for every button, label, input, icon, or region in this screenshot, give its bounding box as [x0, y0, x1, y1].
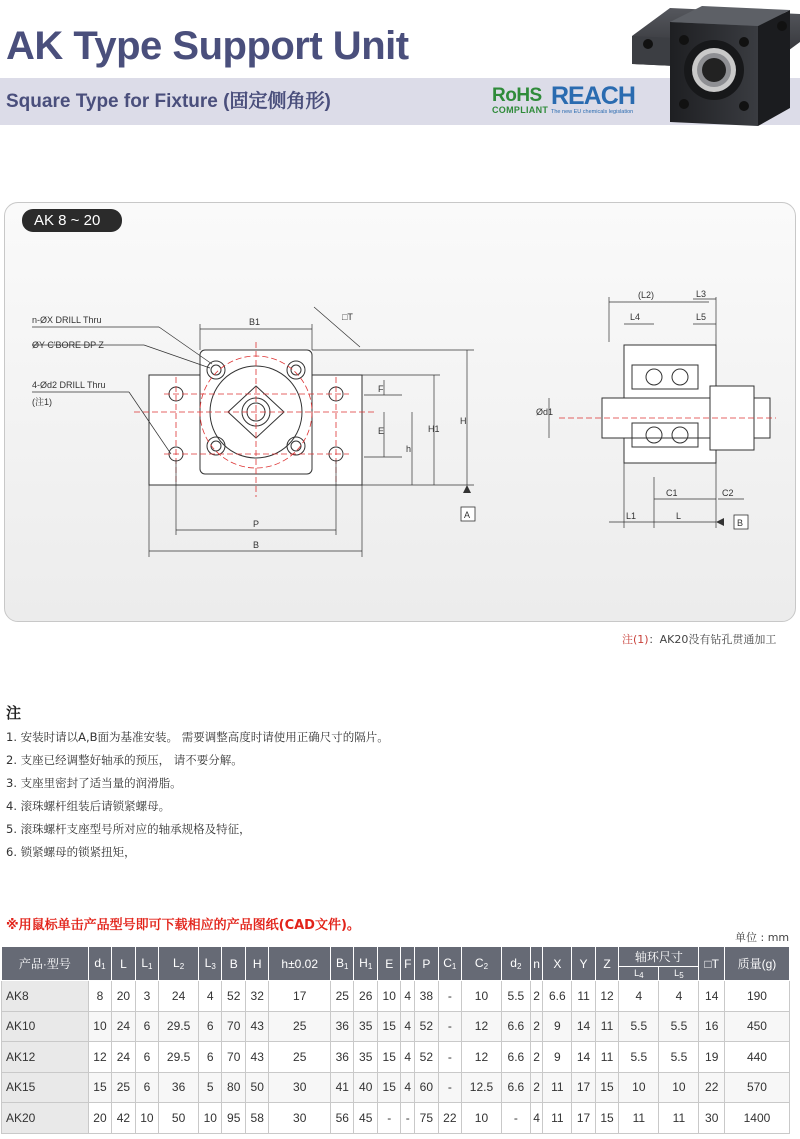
col-header: H1 [354, 947, 377, 981]
table-cell: 50 [159, 1103, 199, 1134]
note-item: 6. 锁紧螺母的锁紧扭矩， [6, 845, 136, 859]
table-cell: 440 [724, 1042, 789, 1073]
col-header: Z [595, 947, 618, 981]
col-header: n [530, 947, 543, 981]
table-cell: 30 [269, 1103, 331, 1134]
reach-logo-top: REACH [551, 82, 635, 110]
note-item: 1. 安装时请以A,B面为基准安装。 需要调整高度时请使用正确尺寸的隔片。 [6, 730, 389, 744]
col-header-model: 产品·型号 [2, 947, 89, 981]
table-cell: 15 [595, 1072, 618, 1103]
label-c2: C2 [722, 488, 734, 498]
table-cell: 25 [269, 1011, 331, 1042]
table-cell: 70 [222, 1011, 245, 1042]
col-header-collar-sub: L5 [659, 967, 699, 981]
table-row [2, 1042, 790, 1073]
model-link[interactable]: AK8 [2, 981, 89, 1012]
table-cell: 24 [112, 1042, 135, 1073]
table-cell: 6.6 [501, 1042, 530, 1073]
table-cell: 40 [354, 1072, 377, 1103]
table-cell: - [377, 1103, 400, 1134]
table-cell: 5 [199, 1072, 222, 1103]
table-cell: - [438, 981, 461, 1012]
label-a: A [464, 510, 471, 520]
table-cell: 4 [199, 981, 222, 1012]
label-cbore: ØY C'BORE DP Z [32, 340, 104, 350]
col-header: h±0.02 [269, 947, 331, 981]
table-cell: 2 [530, 1042, 543, 1073]
table-cell: 6.6 [543, 981, 572, 1012]
label-l3: L3 [696, 289, 707, 299]
label-t: □T [342, 312, 353, 322]
table-cell: 6.6 [501, 1072, 530, 1103]
table-cell: 11 [572, 981, 595, 1012]
col-header: E [377, 947, 400, 981]
table-cell: 17 [269, 981, 331, 1012]
table-cell: 6 [199, 1011, 222, 1042]
table-cell: 36 [159, 1072, 199, 1103]
table-cell: 30 [269, 1072, 331, 1103]
table-cell: 2 [530, 1072, 543, 1103]
label-l5: L5 [696, 312, 707, 322]
label-b1: B1 [249, 317, 261, 327]
table-cell: 45 [354, 1103, 377, 1134]
table-cell: 15 [595, 1103, 618, 1134]
table-cell: 12 [595, 981, 618, 1012]
table-body [2, 981, 790, 1134]
table-cell: 80 [222, 1072, 245, 1103]
table-cell: 11 [595, 1011, 618, 1042]
table-cell: 24 [159, 981, 199, 1012]
col-header: B [222, 947, 245, 981]
page-subtitle: Square Type for Fixture (固定侧角形) [6, 91, 331, 112]
table-cell: 30 [699, 1103, 724, 1134]
table-cell: 10 [377, 981, 400, 1012]
footnote-text: ：AK20没有钻孔贯通加工 [648, 633, 777, 646]
col-header: d2 [501, 947, 530, 981]
col-header: C2 [462, 947, 502, 981]
col-header-t: □T [699, 947, 724, 981]
table-cell: 52 [415, 1011, 438, 1042]
table-cell: 12.5 [462, 1072, 502, 1103]
reach-logo-bottom: The new EU chemicals legislation [551, 109, 634, 115]
cad-download-note: ※用鼠标单击产品型号即可下载相应的产品图纸(CAD文件)。 [6, 918, 360, 933]
label-f: F [378, 384, 384, 394]
table-cell: 4 [401, 1042, 415, 1073]
table-header-row [2, 947, 790, 967]
rohs-logo [492, 86, 548, 115]
table-cell: 11 [543, 1072, 572, 1103]
table-cell: 25 [331, 981, 354, 1012]
label-l2: (L2) [638, 290, 655, 300]
table-cell: 36 [331, 1042, 354, 1073]
table-cell: 95 [222, 1103, 245, 1134]
table-cell: - [401, 1103, 415, 1134]
table-cell: 10 [135, 1103, 158, 1134]
label-h1: H1 [428, 424, 440, 434]
label-c1: C1 [666, 488, 678, 498]
table-cell: 4 [401, 981, 415, 1012]
label-l4: L4 [630, 312, 641, 322]
table-cell: 12 [462, 1011, 502, 1042]
table-cell: 29.5 [159, 1011, 199, 1042]
table-cell: 11 [659, 1103, 699, 1134]
table-cell: 16 [699, 1011, 724, 1042]
table-cell: 190 [724, 981, 789, 1012]
spec-table [1, 946, 790, 1134]
table-cell: 4 [401, 1072, 415, 1103]
table-cell: 38 [415, 981, 438, 1012]
col-header: X [543, 947, 572, 981]
col-header: B1 [331, 947, 354, 981]
table-cell: 43 [245, 1011, 268, 1042]
table-cell: 570 [724, 1072, 789, 1103]
table-cell: 6 [135, 1072, 158, 1103]
table-cell: - [438, 1072, 461, 1103]
table-cell: 2 [530, 1011, 543, 1042]
col-header-collar: 轴环尺寸 [619, 947, 699, 967]
table-cell: 70 [222, 1042, 245, 1073]
table-cell: 6 [135, 1011, 158, 1042]
table-cell: 60 [415, 1072, 438, 1103]
drawing-footnote [622, 631, 776, 647]
series-label: AK 8 ~ 20 [22, 209, 122, 232]
table-cell: 4 [659, 981, 699, 1012]
table-cell: 1400 [724, 1103, 789, 1134]
table-cell: 24 [112, 1011, 135, 1042]
label-b: B [253, 540, 260, 550]
col-header: F [401, 947, 415, 981]
label-note1: (注1) [32, 397, 52, 407]
table-cell: 56 [331, 1103, 354, 1134]
table-cell: 15 [377, 1072, 400, 1103]
model-link[interactable]: AK20 [2, 1103, 89, 1134]
table-cell: 10 [88, 1011, 111, 1042]
table-cell: 11 [619, 1103, 659, 1134]
table-cell: - [438, 1042, 461, 1073]
table-cell: 10 [619, 1072, 659, 1103]
table-cell: 2 [530, 981, 543, 1012]
table-cell: 5.5 [501, 981, 530, 1012]
rohs-logo-top: RoHS [492, 85, 542, 106]
table-cell: 6 [135, 1042, 158, 1073]
col-header: L1 [135, 947, 158, 981]
technical-drawing [4, 202, 796, 622]
label-l1: L1 [626, 511, 637, 521]
table-cell: 6.6 [501, 1011, 530, 1042]
rohs-logo-bottom: COMPLIANT [492, 105, 549, 115]
table-cell: 19 [699, 1042, 724, 1073]
table-cell: 15 [377, 1011, 400, 1042]
table-cell: 22 [438, 1103, 461, 1134]
note-item: 2. 支座已经调整好轴承的预压， 请不要分解。 [6, 753, 243, 767]
table-cell: 5.5 [619, 1042, 659, 1073]
col-header: P [415, 947, 438, 981]
table-cell: 11 [543, 1103, 572, 1134]
table-cell: 12 [462, 1042, 502, 1073]
unit-label: 单位 : mm [735, 931, 790, 944]
table-cell: 42 [112, 1103, 135, 1134]
note-item: 3. 支座里密封了适当量的润滑脂。 [6, 776, 182, 790]
table-cell: 35 [354, 1011, 377, 1042]
label-l: L [676, 511, 682, 521]
col-header: C1 [438, 947, 461, 981]
note-item: 4. 滚珠螺杆组装后请锁紧螺母。 [6, 799, 171, 813]
table-cell: 17 [572, 1072, 595, 1103]
table-cell: 17 [572, 1103, 595, 1134]
label-hh: H [460, 416, 467, 426]
table-cell: 15 [377, 1042, 400, 1073]
table-cell: 9 [543, 1011, 572, 1042]
table-cell: 4 [401, 1011, 415, 1042]
reach-logo [551, 84, 635, 115]
table-cell: 8 [88, 981, 111, 1012]
col-header-mass: 质量(g) [724, 947, 789, 981]
table-cell: 5.5 [659, 1011, 699, 1042]
footnote-mark: 注(1) [622, 633, 649, 646]
table-cell: 35 [354, 1042, 377, 1073]
label-p: P [253, 519, 260, 529]
table-cell: 50 [245, 1072, 268, 1103]
label-e: E [378, 426, 385, 436]
table-cell: 11 [595, 1042, 618, 1073]
table-cell: 20 [88, 1103, 111, 1134]
table-cell: 52 [222, 981, 245, 1012]
model-link[interactable]: AK15 [2, 1072, 89, 1103]
table-cell: 20 [112, 981, 135, 1012]
label-d1: Ød1 [536, 407, 554, 417]
table-cell: 41 [331, 1072, 354, 1103]
table-cell: - [438, 1011, 461, 1042]
table-cell: 58 [245, 1103, 268, 1134]
label-b-ref: B [737, 518, 744, 528]
label-h: h [406, 444, 412, 454]
table-cell: 29.5 [159, 1042, 199, 1073]
table-cell: 14 [572, 1042, 595, 1073]
label-d2-drill: 4-Ød2 DRILL Thru [32, 380, 106, 390]
table-cell: 6 [199, 1042, 222, 1073]
note-item: 5. 滚珠螺杆支座型号所对应的轴承规格及特征， [6, 822, 251, 836]
table-cell: 14 [699, 981, 724, 1012]
table-cell: 10 [462, 1103, 502, 1134]
product-photo [632, 0, 800, 140]
table-cell: 10 [199, 1103, 222, 1134]
table-cell: 3 [135, 981, 158, 1012]
col-header: L2 [159, 947, 199, 981]
col-header: d1 [88, 947, 111, 981]
col-header: H [245, 947, 268, 981]
col-header-collar-sub: L4 [619, 967, 659, 981]
table-cell: 14 [572, 1011, 595, 1042]
table-cell: 36 [331, 1011, 354, 1042]
page-title: AK Type Support Unit [6, 24, 409, 68]
table-cell: 25 [112, 1072, 135, 1103]
table-cell: 43 [245, 1042, 268, 1073]
label-drill-thru: n-ØX DRILL Thru [32, 315, 102, 325]
table-cell: 5.5 [659, 1042, 699, 1073]
table-cell: 5.5 [619, 1011, 659, 1042]
table-cell: 10 [659, 1072, 699, 1103]
col-header: L3 [199, 947, 222, 981]
table-cell: 32 [245, 981, 268, 1012]
table-cell: 4 [530, 1103, 543, 1134]
table-cell: 26 [354, 981, 377, 1012]
table-cell: 75 [415, 1103, 438, 1134]
table-row [2, 1011, 790, 1042]
col-header: L [112, 947, 135, 981]
notes-list [6, 726, 389, 864]
table-row [2, 1072, 790, 1103]
table-cell: 10 [462, 981, 502, 1012]
table-row [2, 1103, 790, 1134]
table-cell: 450 [724, 1011, 789, 1042]
model-link[interactable]: AK12 [2, 1042, 89, 1073]
table-cell: 25 [269, 1042, 331, 1073]
model-link[interactable]: AK10 [2, 1011, 89, 1042]
table-cell: 4 [619, 981, 659, 1012]
col-header: Y [572, 947, 595, 981]
notes-heading: 注 [6, 704, 22, 722]
table-cell: 15 [88, 1072, 111, 1103]
table-cell: 9 [543, 1042, 572, 1073]
table-row [2, 981, 790, 1012]
table-cell: - [501, 1103, 530, 1134]
table-cell: 12 [88, 1042, 111, 1073]
table-cell: 22 [699, 1072, 724, 1103]
table-cell: 52 [415, 1042, 438, 1073]
